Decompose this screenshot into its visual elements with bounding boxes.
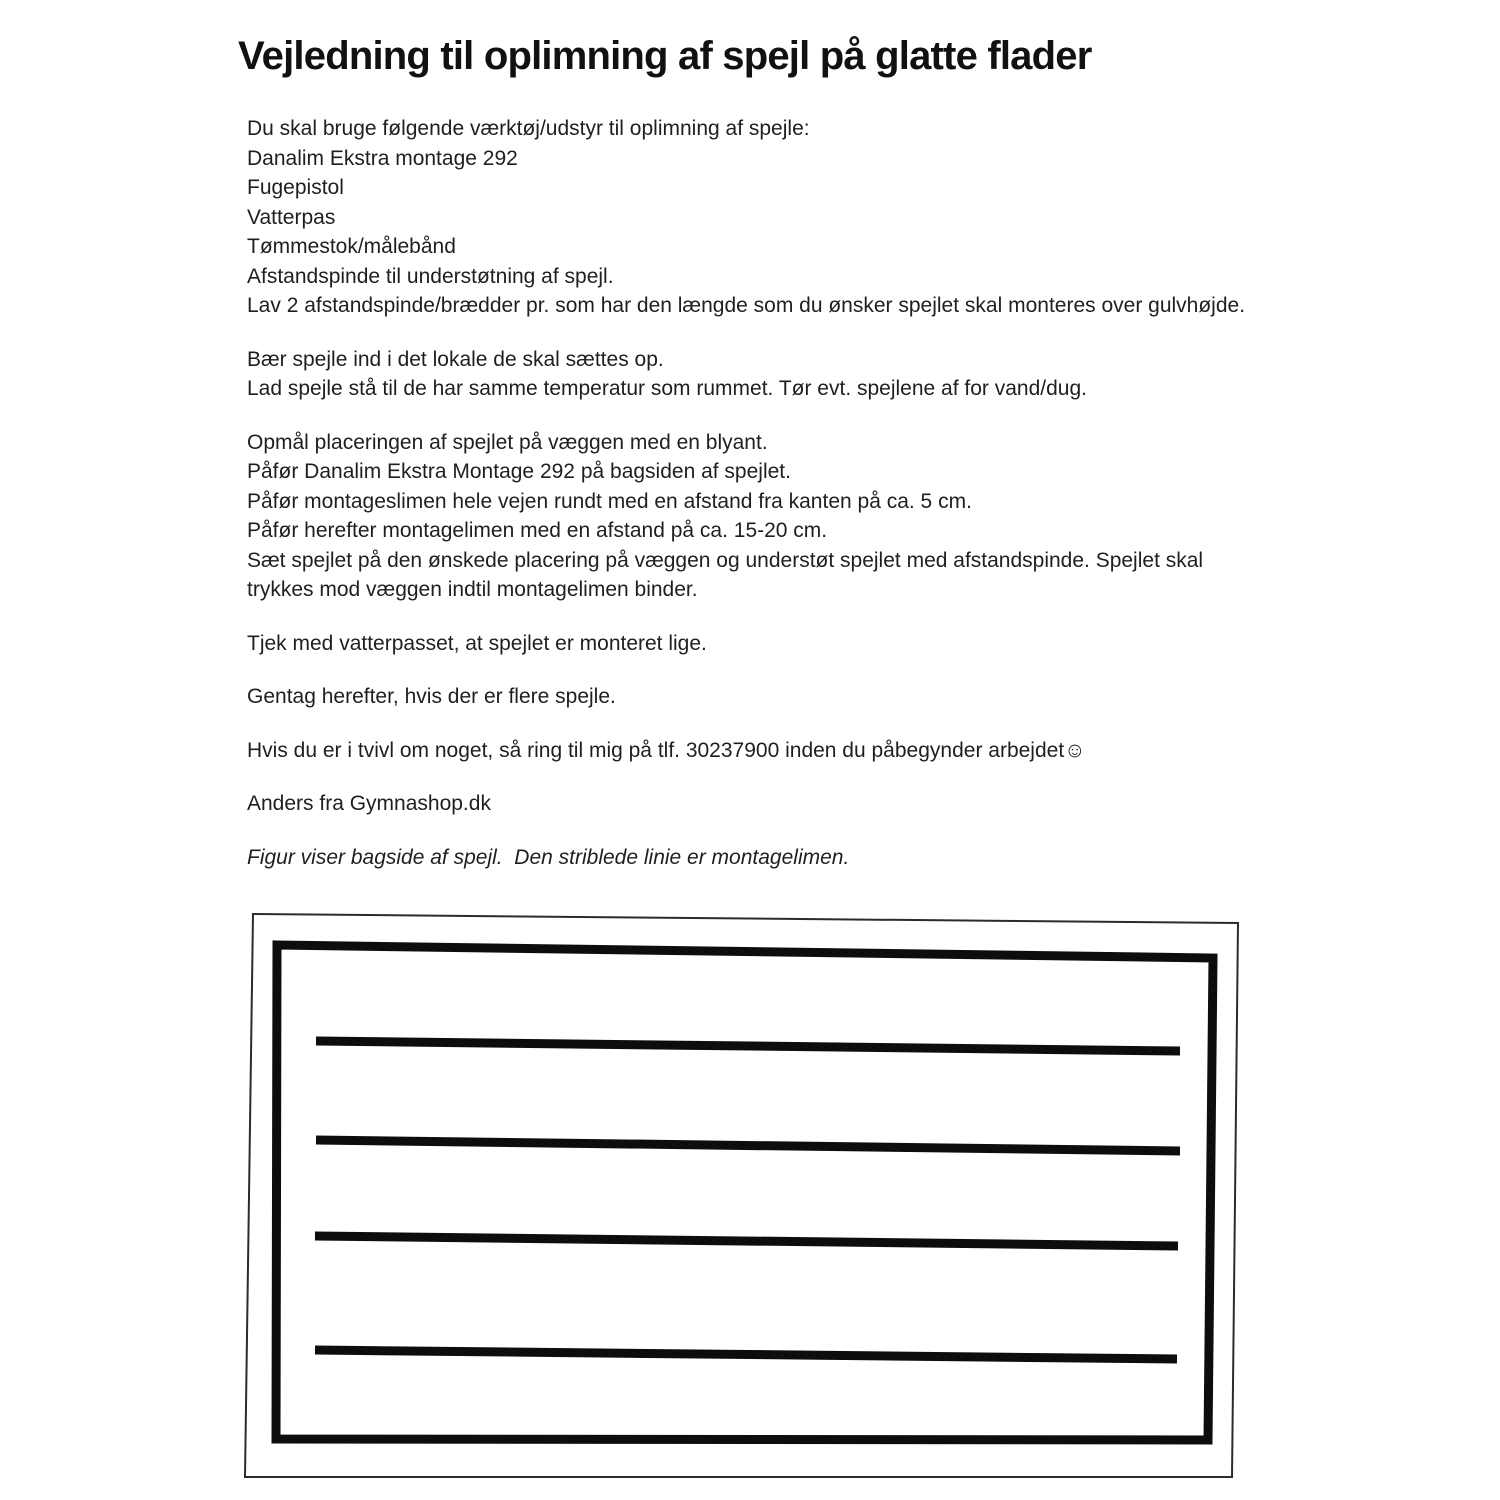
text-line: Påfør Danalim Ekstra Montage 292 på bagsiden af spejlet. xyxy=(247,460,791,483)
paragraph xyxy=(247,428,1307,605)
paragraph xyxy=(247,345,1307,404)
text-line: Vatterpas xyxy=(247,205,336,229)
paragraph xyxy=(247,789,1307,819)
paragraph xyxy=(247,629,1307,659)
text-line: Tømmestok/målebånd xyxy=(247,235,456,258)
text-line: Hvis du er i tvivl om noget, så ring til mig på tlf. 30237900 inden du påbegynder arbejdet☺ xyxy=(247,738,1086,762)
text-line: Gentag herefter, hvis der er flere spejle. xyxy=(247,685,616,708)
text-line: Lav 2 afstandspinde/brædder pr. som har den længde som du ønsker spejlet skal monteres over gulvhøjde. xyxy=(247,294,1246,317)
photo-outer-border xyxy=(245,914,1238,1477)
glue-stripe-1 xyxy=(316,1041,1180,1051)
glue-stripe-2 xyxy=(316,1140,1180,1151)
document-title: Vejledning til oplimning af spejl på glatte flader xyxy=(238,34,1092,78)
text-line: Afstandspinde til understøtning af spejl. xyxy=(247,264,614,288)
text-line: Sæt spejlet på den ønskede placering på væggen og understøt spejlet med afstandspinde. Spejlet skal xyxy=(247,548,1204,572)
text-line: Du skal bruge følgende værktøj/udstyr til oplimning af spejle: xyxy=(247,117,810,140)
text-line: Bær spejle ind i det lokale de skal sættes op. xyxy=(247,347,664,371)
figure-caption xyxy=(247,843,1307,873)
mirror-outline xyxy=(276,945,1213,1440)
glue-stripe-3 xyxy=(315,1236,1178,1246)
document-body xyxy=(247,114,1307,896)
text-line: trykkes mod væggen indtil montagelimen binder. xyxy=(247,578,698,601)
text-line: Tjek med vatterpasset, at spejlet er monteret lige. xyxy=(247,631,707,655)
paragraph xyxy=(247,736,1307,766)
text-line: Påfør herefter montagelimen med en afstand på ca. 15-20 cm. xyxy=(247,519,828,542)
text-line: Anders fra Gymnashop.dk xyxy=(247,792,491,815)
text-line: Fugepistol xyxy=(247,176,344,199)
text-line: Opmål placeringen af spejlet på væggen med en blyant. xyxy=(247,430,768,454)
text-line: Lad spejle stå til de har samme temperatur som rummet. Tør evt. spejlene af for vand/dug. xyxy=(247,377,1087,400)
paragraph xyxy=(247,114,1307,321)
glue-stripe-4 xyxy=(315,1350,1177,1359)
text-line: Påfør montageslimen hele vejen rundt med en afstand fra kanten på ca. 5 cm. xyxy=(247,489,972,513)
text-line: Figur viser bagside af spejl. Den striblede linie er montagelimen. xyxy=(247,845,850,869)
paragraph xyxy=(247,682,1307,712)
text-line: Danalim Ekstra montage 292 xyxy=(247,146,518,170)
